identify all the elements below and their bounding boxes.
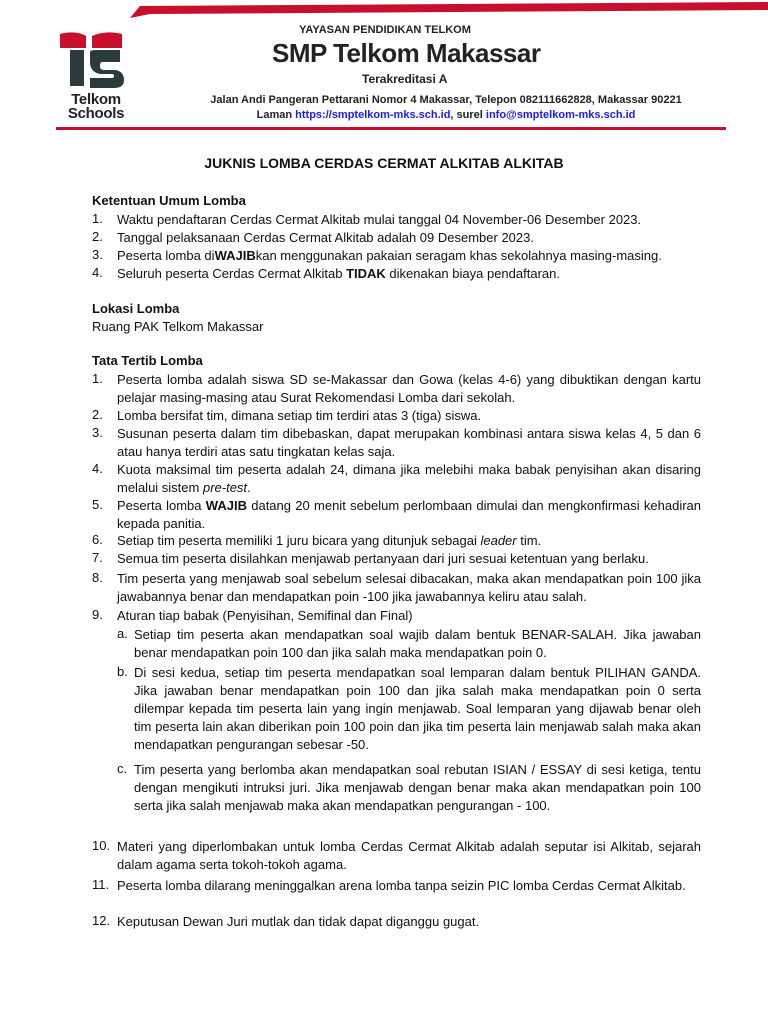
text-run: datang 20 menit sebelum perlombaan dimulai dan mengkonfirmasi kehadiran kepada panitia. (117, 498, 701, 531)
list-item: Peserta lomba adalah siswa SD se-Makassar dan Gowa (kelas 4-6) yang dibuktikan dengan kartu pelajar masing-masing atau Surat Rekomendasi Lomba dari sekolah. (117, 372, 701, 405)
list-item: Waktu pendaftaran Cerdas Cermat Alkitab mulai tanggal 04 November-06 Desember 2023. (117, 212, 642, 227)
list-marker: 3. (92, 247, 103, 262)
location-heading: Lokasi Lomba (92, 301, 180, 316)
list-item (117, 265, 701, 283)
sub-list-item: Di sesi kedua, setiap tim peserta mendapatkan soal lemparan dalam bentuk PILIHAN GANDA. Jika jawaban benar mendapatkan poin 100 dan jika salah maka mendapatkan poin 0 serta dilempar kepada tim peserta lain yang ingin menjawab. Soal lemparan yang dijawab benar oleh tim peserta lain akan diberikan poin 100 poin dan jika tim peserta lain menjawab salah maka akan mendapatkan pengurangan sebesar -50. (134, 665, 701, 752)
foundation-name: YAYASAN PENDIDIKAN TELKOM (299, 24, 471, 36)
list-item: Lomba bersifat tim, dimana setiap tim terdiri atas 3 (tiga) siswa. (117, 408, 482, 423)
school-address: Jalan Andi Pangeran Pettarani Nomor 4 Makassar, Telepon 082111662828, Makassar 90221 (210, 94, 682, 106)
school-name: SMP Telkom Makassar (272, 38, 541, 68)
list-marker: 4. (92, 265, 103, 280)
text-run: Kuota maksimal tim peserta adalah 24, dimana jika melebihi maka babak penyisihan akan disaring melalui sistem (117, 462, 701, 495)
list-marker: 1. (92, 371, 103, 386)
location-value: Ruang PAK Telkom Makassar (92, 319, 264, 334)
list-item: Semua tim peserta disilahkan menjawab pertanyaan dari juri sesuai ketentuan yang berlaku. (117, 551, 649, 566)
list-marker: 4. (92, 461, 103, 476)
emphasis-bold: TIDAK (346, 266, 386, 281)
emphasis-italic: leader (480, 533, 517, 548)
text-run: kan menggunakan pakaian seragam khas sekolahnya masing-masing. (255, 248, 662, 263)
list-item: Materi yang diperlombakan untuk lomba Cerdas Cermat Alkitab adalah seputar isi Alkitab, sejarah dalam agama serta tokoh-tokoh agama. (117, 839, 701, 872)
sub-list-item: Tim peserta yang berlomba akan mendapatkan soal rebutan ISIAN / ESSAY di sesi ketiga, tentu dengan mengikuti intruksi juri. Jika menjawab dengan benar maka akan mendapatkan poin 100 serta jika salah menjawab maka akan mendapatkan pengurangan - 100. (134, 762, 701, 813)
list-marker: 10. (92, 838, 111, 853)
sub-list-marker: a. (117, 626, 128, 641)
logo-line1: Telkom (71, 91, 121, 108)
list-marker: 12. (92, 913, 111, 928)
list-item (117, 532, 701, 550)
text-run: Setiap tim peserta memiliki 1 juru bicara yang ditunjuk sebagai (117, 533, 481, 548)
sub-list-item: Setiap tim peserta akan mendapatkan soal wajib dalam bentuk BENAR-SALAH. Jika jawaban benar mendapatkan poin 100 dan jika salah maka mendapatkan poin 0. (134, 627, 701, 660)
list-item: Tanggal pelaksanaan Cerdas Cermat Alkitab adalah 09 Desember 2023. (117, 230, 534, 245)
logo-line2: Schools (67, 105, 125, 122)
list-item: Susunan peserta dalam tim dibebaskan, dapat merupakan kombinasi antara siswa kelas 4, 5 dan 6 atau hanya terdiri atas satu tingkatan kelas saja. (117, 426, 701, 459)
header-divider (56, 127, 726, 130)
list-marker: 2. (92, 407, 103, 422)
text-run: . (247, 480, 251, 495)
text-run: dikenakan biaya pendaftaran. (385, 266, 560, 281)
list-item: Peserta lomba dilarang meninggalkan arena lomba tanpa seizin PIC lomba Cerdas Cermat Alkitab. (117, 878, 686, 893)
list-item (117, 497, 701, 533)
emphasis-bold: WAJIB (214, 248, 256, 263)
emphasis-bold: WAJIB (205, 498, 247, 513)
website-link[interactable]: https://smptelkom-mks.sch.id (295, 109, 451, 121)
web-prefix: Laman (256, 109, 293, 121)
list-marker: 9. (92, 607, 103, 622)
logo-wordmark (56, 93, 136, 121)
list-item: Tim peserta yang menjawab soal sebelum selesai dibacakan, maka akan mendapatkan poin 100 jika jawabannya benar dan mendapatkan poin -100 jika jawabannya keliru atau salah. (117, 571, 701, 604)
email-prefix: , surel (450, 109, 483, 121)
general-heading: Ketentuan Umum Lomba (92, 193, 246, 208)
list-item: Aturan tiap babak (Penyisihan, Semifinal dan Final) (117, 608, 413, 623)
text-run: Peserta lomba di (117, 248, 215, 263)
text-run: Seluruh peserta Cerdas Cermat Alkitab (117, 266, 347, 281)
list-marker: 8. (92, 570, 103, 585)
list-marker: 6. (92, 532, 103, 547)
list-item: Keputusan Dewan Juri mutlak dan tidak dapat diganggu gugat. (117, 914, 480, 929)
list-marker: 2. (92, 229, 103, 244)
document-title: JUKNIS LOMBA CERDAS CERMAT ALKITAB ALKITAB (204, 155, 564, 171)
header-swoosh (0, 0, 768, 18)
email-link[interactable]: info@smptelkom-mks.sch.id (485, 109, 636, 121)
sub-list-marker: c. (117, 761, 128, 776)
emphasis-italic: pre-test (202, 480, 248, 495)
list-marker: 3. (92, 425, 103, 440)
list-item (117, 461, 701, 497)
list-item (117, 247, 701, 265)
text-run: tim. (516, 533, 542, 548)
list-marker: 11. (92, 877, 110, 892)
text-run: Peserta lomba (117, 498, 206, 513)
sub-list-marker: b. (117, 664, 128, 679)
list-marker: 1. (92, 211, 103, 226)
accreditation: Terakreditasi A (362, 72, 448, 86)
contact-line (166, 109, 726, 121)
rules-heading: Tata Tertib Lomba (92, 353, 203, 368)
list-marker: 5. (92, 497, 103, 512)
list-marker: 7. (92, 550, 103, 565)
